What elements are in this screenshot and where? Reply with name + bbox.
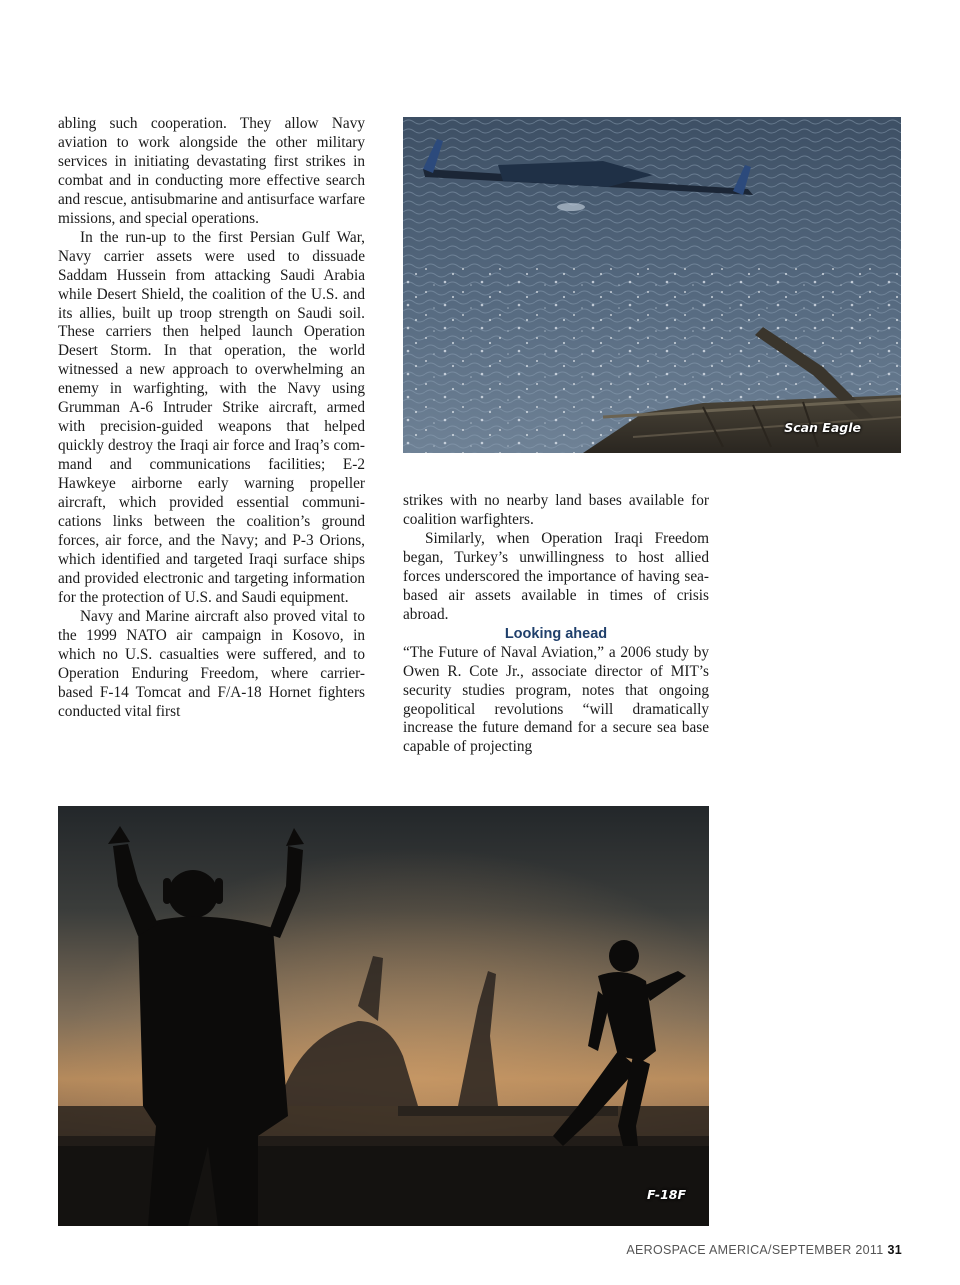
paragraph: In the run-up to the first Persian Gulf War, Navy carrier assets were used to dissuade Saddam Hussein from attacking Saudi Arabia while Desert Shield, the coalition of the U.S. and its allies, built up troop strength on Saudi soil. These carriers then helped launch Operation Desert Storm. In that operation, the world witnessed a new approach to overwhelming an enemy in warfighting, with the Navy using Grumman A-6 Intruder Strike aircraft, armed with precision-guided weapons that helped quickly destroy the Iraqi air force and Iraq’s command and communications facilities; E-2 Hawkeye airborne early warning propeller aircraft, which provided essential communications links between the coalition’s ground forces, air force, and the Navy; and P-3 Orions, which identified and targeted Iraqi surface ships and provided electronic and targeting information for the protection of U.S. and Saudi equipment. <box>58 228 365 606</box>
paragraph: strikes with no nearby land bases available for coalition warfighters. <box>403 492 709 528</box>
scan-eagle-photo <box>403 117 901 453</box>
photo-caption-bottom: F-18F <box>647 1187 687 1202</box>
section-subhead: Looking ahead <box>504 625 608 642</box>
page-number: 31 <box>887 1243 902 1257</box>
publication-name: AEROSPACE AMERICA/SEPTEMBER 2011 <box>626 1243 884 1257</box>
right-column <box>403 492 709 757</box>
paragraph: “The Future of Naval Aviation,” a 2006 study by Owen R. Cote Jr., associate director of MIT’s security studies program, notes that ongoing geopolitical revolutions “will dramatically increase the future demand for a secure sea base capable of projecting <box>403 643 709 756</box>
page-footer <box>626 1243 902 1257</box>
paragraph: Navy and Marine aircraft also proved vital to the 1999 NATO air campaign in Kosovo, in which no U.S. casualties were suffered, and to Operation Enduring Freedom, where carrier-based F-14 Tomcat and F/A-18 Hornet fighters conducted vital first <box>58 607 365 720</box>
photo-caption-top: Scan Eagle <box>784 420 861 435</box>
left-column <box>58 115 365 722</box>
f18f-deck-photo <box>58 806 709 1226</box>
paragraph: Similarly, when Operation Iraqi Freedom began, Turkey’s unwillingness to host allied forces underscored the importance of having sea-based air assets available in times of crisis abroad. <box>403 529 709 623</box>
paragraph: abling such cooperation. They allow Navy aviation to work alongside the other military services in initiating devastating first strikes in combat and in conducting more effective search and rescue, antisubmarine and antisurface warfare missions, and special operations. <box>58 115 365 227</box>
